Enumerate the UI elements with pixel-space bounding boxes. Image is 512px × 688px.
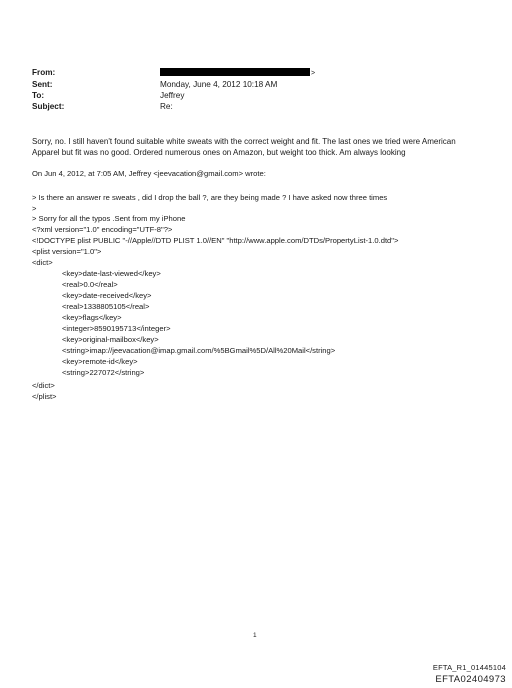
subject-value: Re: [160,102,173,111]
dict-item: <string>imap://jeevacation@imap.gmail.com/%5BGmail%5D/All%20Mail</string> [62,346,336,355]
plist-close: </plist> [32,392,57,401]
quote-line-2: > [32,204,37,213]
dict-item: <key>date-last-viewed</key> [62,269,161,278]
page-number: 1 [253,632,257,639]
dict-item: <string>227072</string> [62,368,145,377]
from-label: From: [32,68,56,77]
from-value-tail: > [311,70,316,77]
quote-line-3: > Sorry for all the typos .Sent from my iPhone [32,214,186,223]
doctype-line: <!DOCTYPE plist PUBLIC "-//Apple//DTD PLIST 1.0//EN" "http://www.apple.com/DTDs/PropertyList-1.0.dtd"> [32,236,399,245]
xml-declaration: <?xml version="1.0" encoding="UTF-8"?> [32,225,173,234]
dict-item: <real>1338805105</real> [62,302,150,311]
subject-label: Subject: [32,102,65,111]
to-label: To: [32,91,45,100]
dict-item: <integer>8590195713</integer> [62,324,171,333]
redaction-block [160,68,310,76]
bates-number-small: EFTA_R1_01445104 [432,663,506,672]
sent-value: Monday, June 4, 2012 10:18 AM [160,80,278,89]
dict-item: <real>0.0</real> [62,280,118,289]
reply-paragraph: Sorry, no. I still haven't found suitable white sweats with the correct weight and fit. The last ones we tried were American Apparel but fit was no good. Ordered numerous ones on Amazon, but weight too thick. Am always looking [32,137,456,157]
from-value [160,68,315,79]
dict-item: <key>remote-id</key> [62,357,138,366]
plist-open: <plist version="1.0"> [32,247,102,256]
dict-item: <key>flags</key> [62,313,122,322]
dict-item: <key>original-mailbox</key> [62,335,159,344]
dict-item: <key>date-received</key> [62,291,152,300]
bates-number-large: EFTA02404973 [435,674,506,685]
dict-close: </dict> [32,381,55,390]
sent-label: Sent: [32,80,53,89]
quote-intro: On Jun 4, 2012, at 7:05 AM, Jeffrey <jeevacation@gmail.com> wrote: [32,169,266,178]
quote-line-1: > Is there an answer re sweats , did I drop the ball ?, are they being made ? I have asked now three times [32,193,388,202]
to-value: Jeffrey [160,91,185,100]
dict-open: <dict> [32,258,53,267]
